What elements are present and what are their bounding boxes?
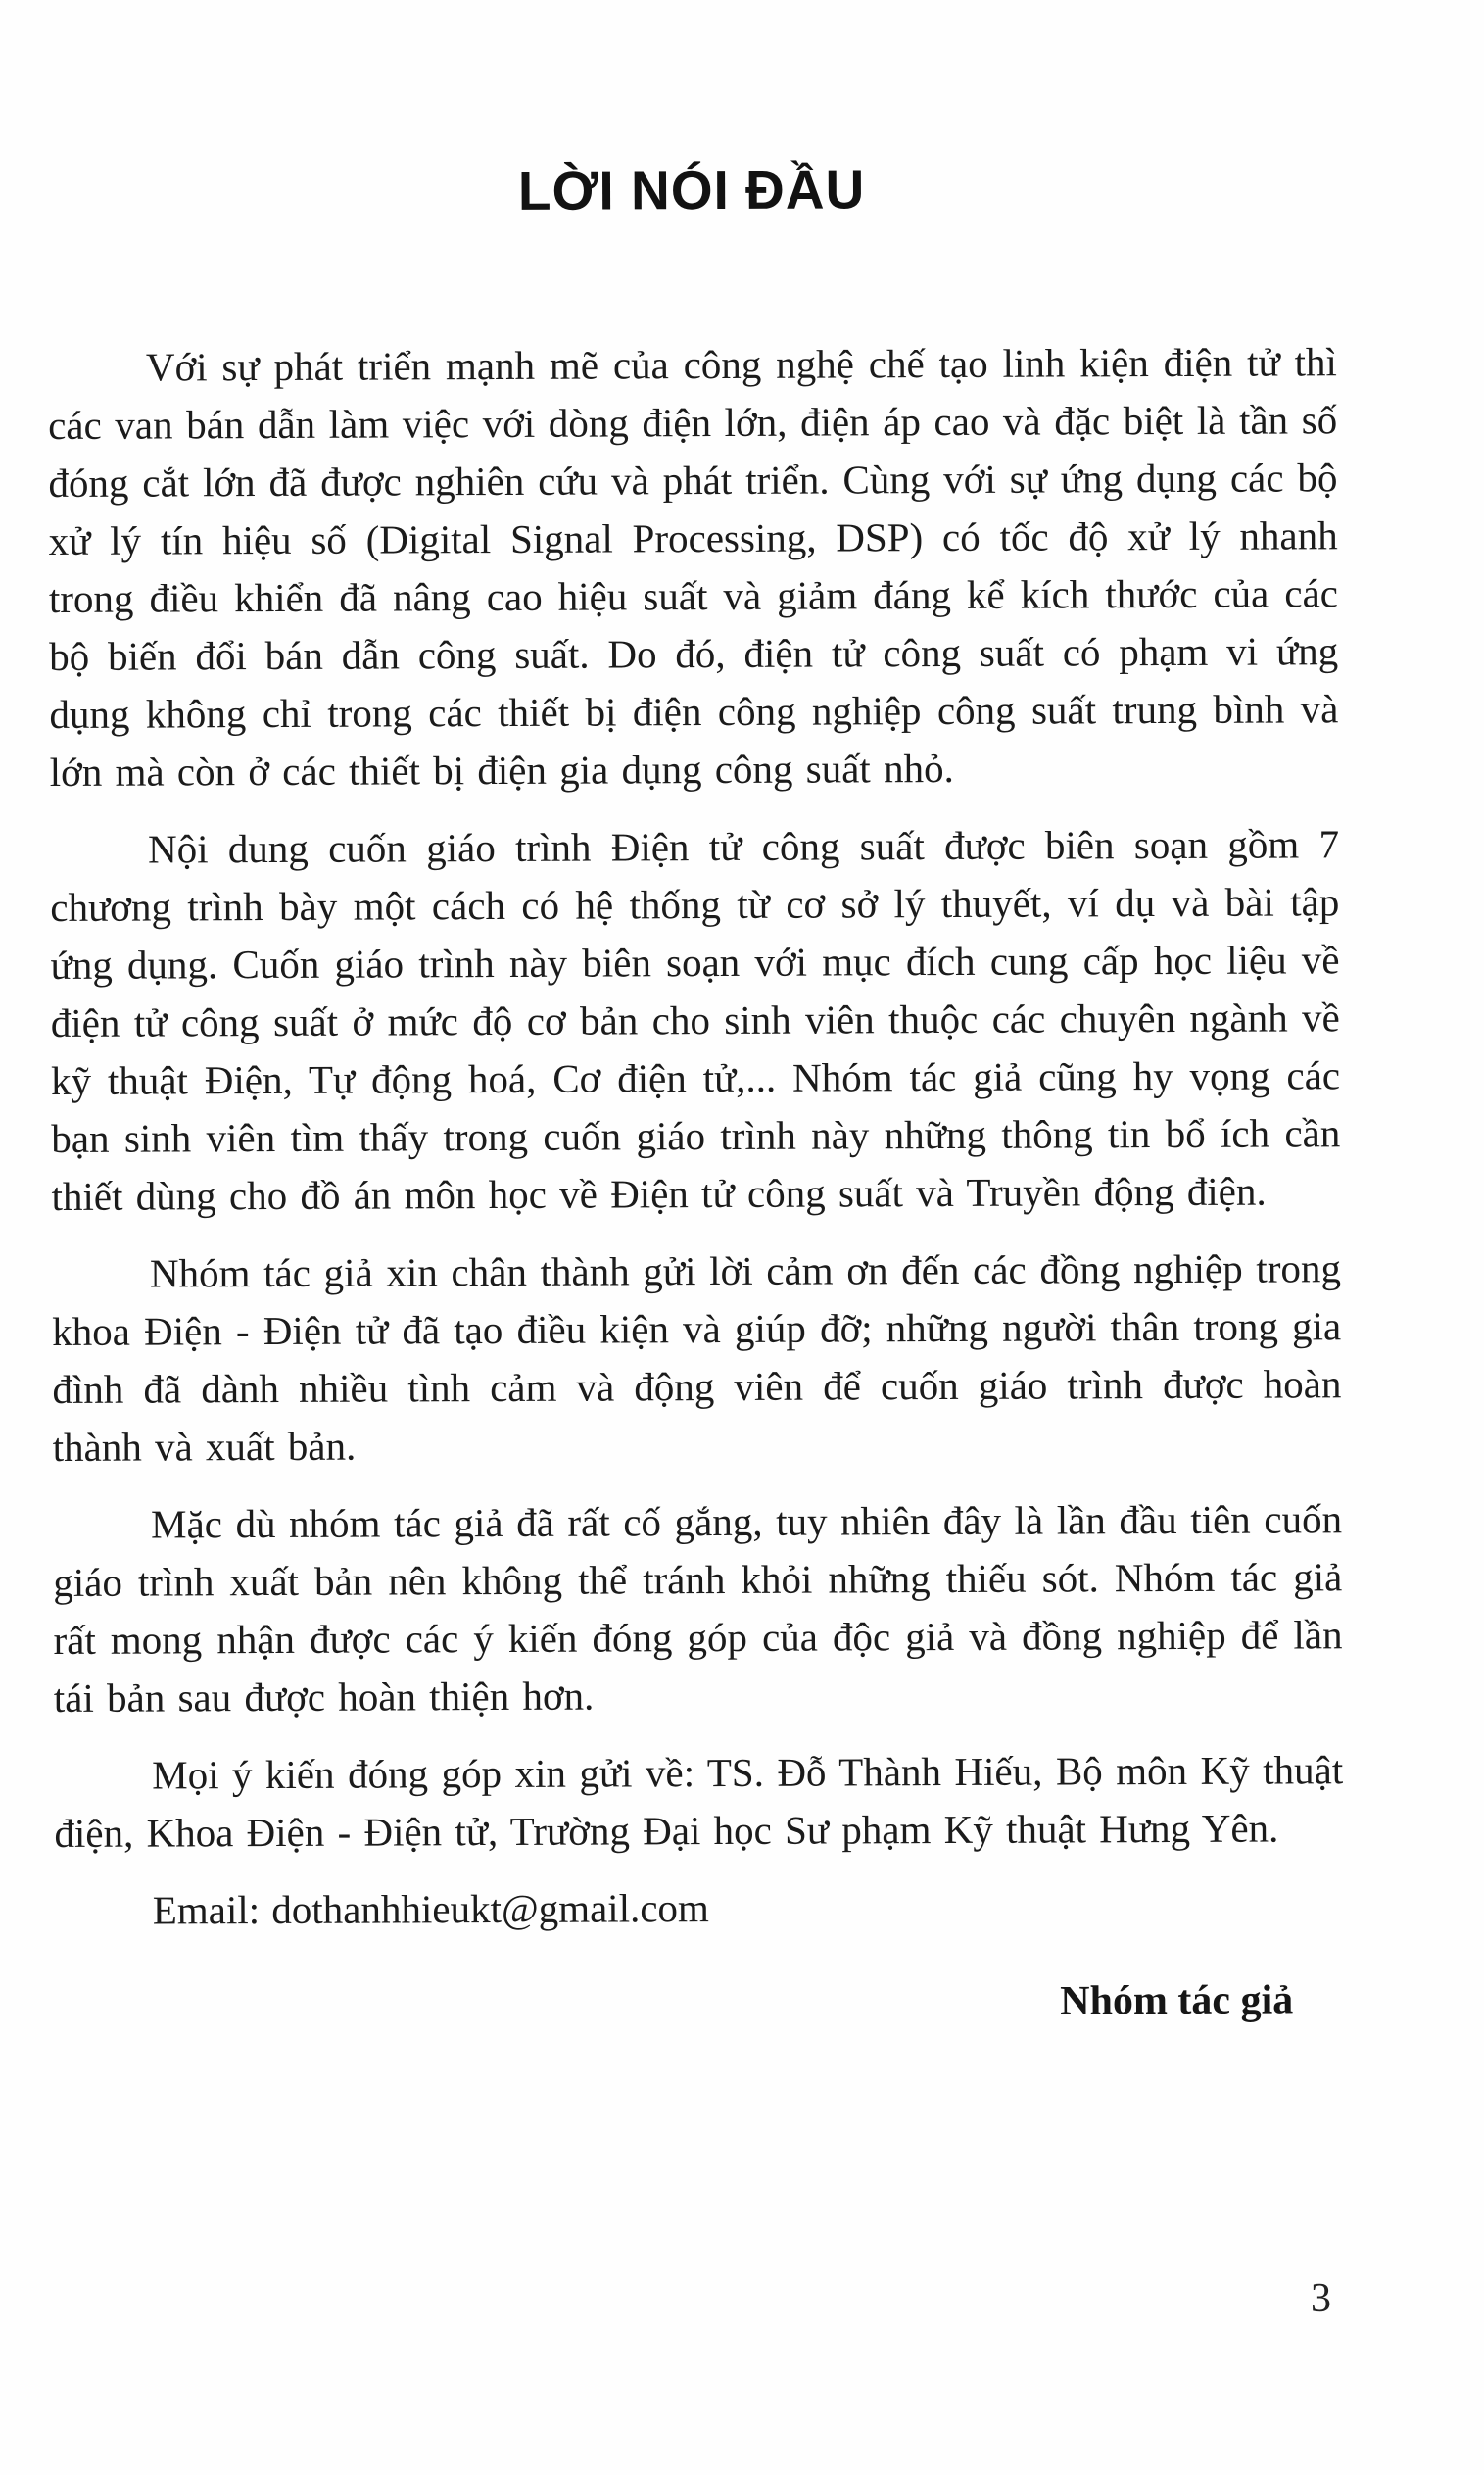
- author-signature: Nhóm tác giả: [1060, 1977, 1294, 2024]
- page-number: 3: [1311, 2276, 1331, 2321]
- paragraph-apology: Mặc dù nhóm tác giả đã rất cố gắng, tuy nhiên đây là lần đầu tiên cuốn giáo trình xuất bản nên không thể tránh khỏi những thiếu sót. Nhóm tác giả rất mong nhận được các ý kiến đóng góp của độc giả và đồng nghiệp để lần tái bản sau được hoàn thiện hơn.: [53, 1496, 1343, 1721]
- page-title: LỜI NÓI ĐẦU: [517, 159, 866, 221]
- paragraph-acknowledgements: Nhóm tác giả xin chân thành gửi lời cảm ơn đến các đồng nghiệp trong khoa Điện - Điện tử đã tạo điều kiện và giúp đỡ; những người thân trong gia đình đã dành nhiều tình cảm và động viên để cuốn giáo trình được hoàn thành và xuất bản.: [52, 1245, 1342, 1470]
- paragraph-contact: Mọi ý kiến đóng góp xin gửi về: TS. Đỗ Thành Hiếu, Bộ môn Kỹ thuật điện, Khoa Điện - Điện tử, Trường Đại học Sư phạm Kỹ thuật Hưng Yên.: [54, 1747, 1344, 1856]
- text-block: [47, 159, 1344, 2030]
- paragraph-content-overview: Nội dung cuốn giáo trình Điện tử công suất được biên soạn gồm 7 chương trình bày một cách có hệ thống từ cơ sở lý thuyết, ví dụ và bài tập ứng dụng. Cuốn giáo trình này biên soạn với mục đích cung cấp học liệu về điện tử công suất ở mức độ cơ bản cho sinh viên thuộc các chuyên ngành về kỹ thuật Điện, Tự động hoá, Cơ điện tử,... Nhóm tác giả cũng hy vọng các bạn sinh viên tìm thấy trong cuốn giáo trình này những thông tin bổ ích cần thiết dùng cho đồ án môn học về Điện tử công suất và Truyền động điện.: [50, 821, 1341, 1219]
- paragraph-intro: Với sự phát triển mạnh mẽ của công nghệ chế tạo linh kiện điện tử thì các van bán dẫn làm việc với dòng điện lớn, điện áp cao và đặc biệt là tần số đóng cắt lớn đã được nghiên cứu và phát triển. Cùng với sự ứng dụng các bộ xử lý tín hiệu số (Digital Signal Processing, DSP) có tốc độ xử lý nhanh trong điều khiển đã nâng cao hiệu suất và giảm đáng kể kích thước của các bộ biến đổi bán dẫn công suất. Do đó, điện tử công suất có phạm vi ứng dụng không chỉ trong các thiết bị điện công nghiệp công suất trung bình và lớn mà còn ở các thiết bị điện gia dụng công suất nhỏ.: [48, 339, 1339, 795]
- email-line: Email: dothanhhieukt@gmail.com: [152, 1885, 709, 1933]
